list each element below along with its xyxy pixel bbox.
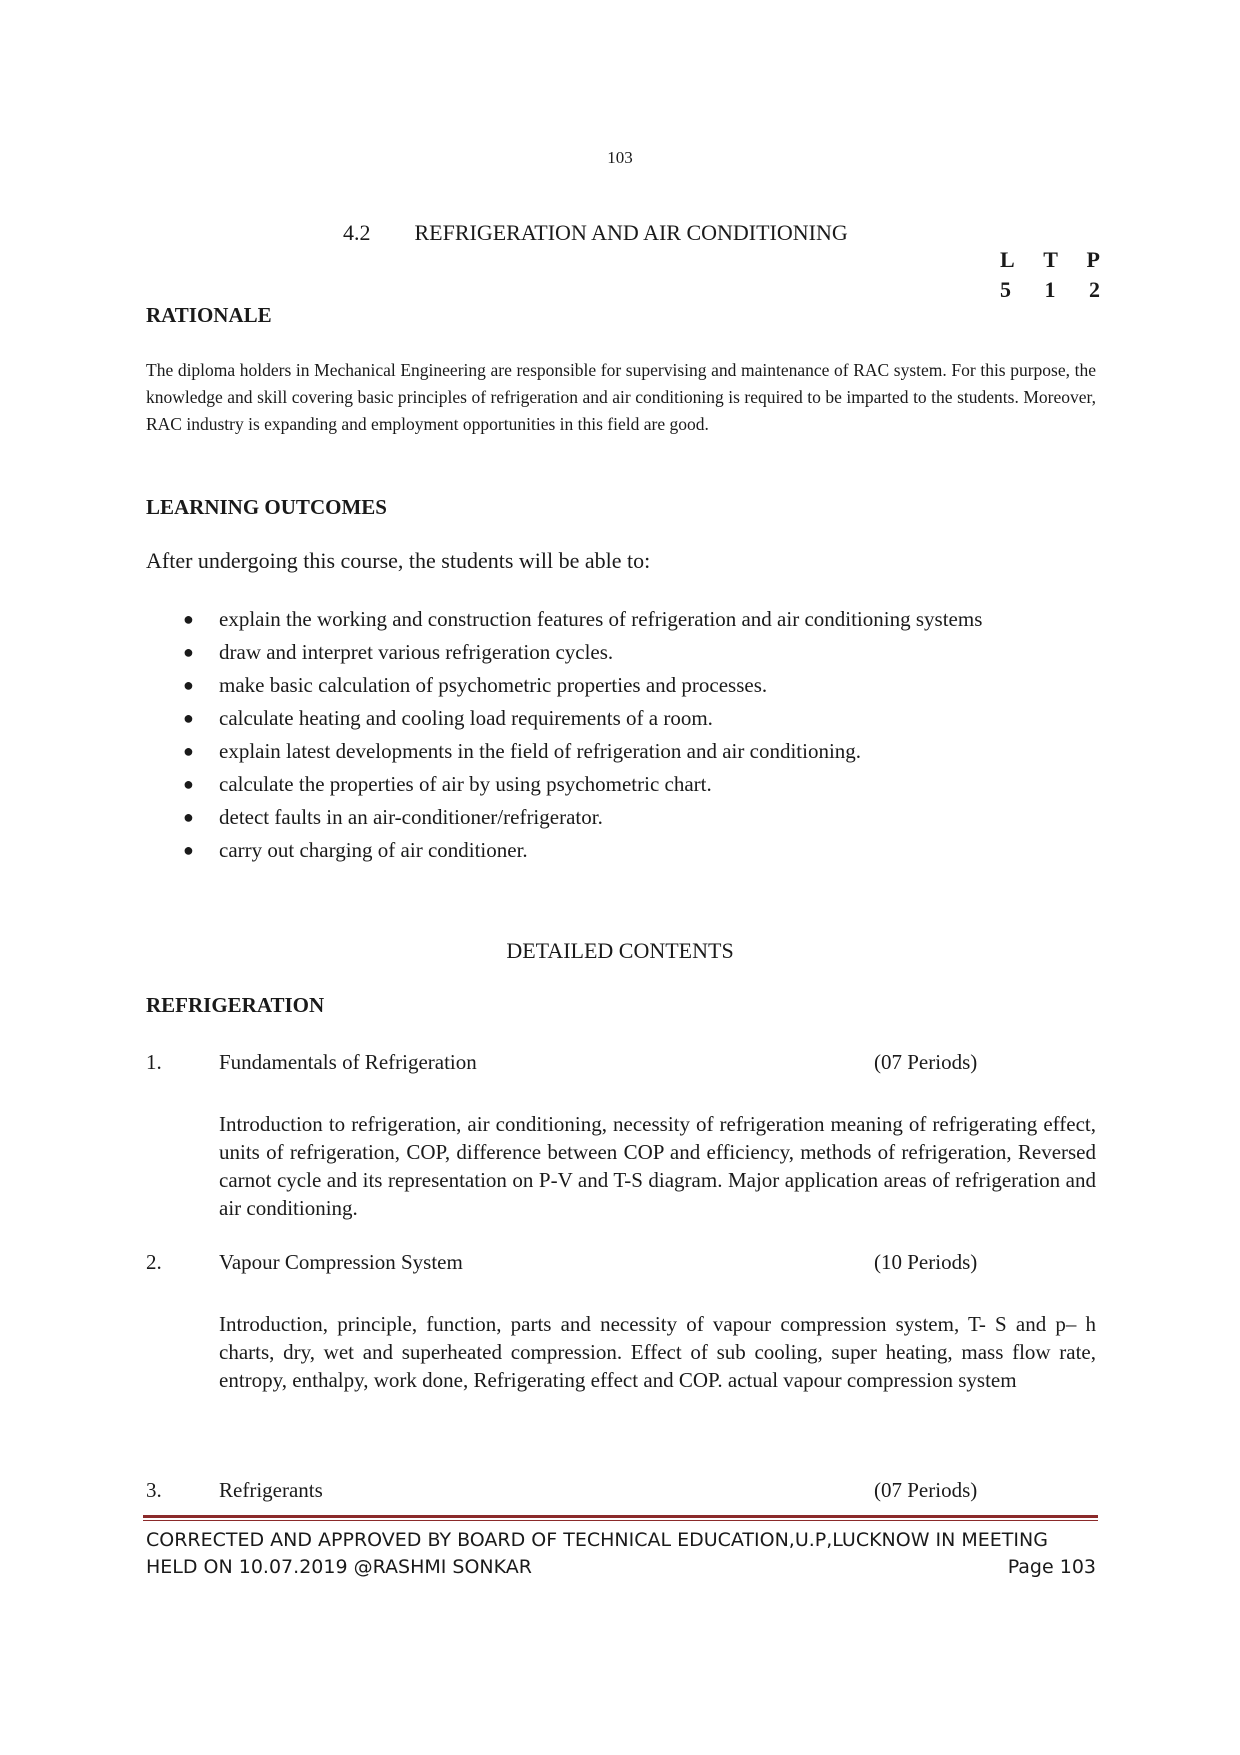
ltp-header-p: P (1086, 247, 1100, 272)
list-item (146, 636, 1096, 668)
unit-1-periods: (07 Periods) (874, 1050, 978, 1074)
ltp-header-row (1000, 247, 1100, 277)
list-item (146, 603, 1096, 635)
bullet-icon: ● (183, 675, 194, 695)
unit-2-title: Vapour Compression System (219, 1250, 463, 1274)
bullet-icon: ● (183, 741, 194, 761)
learning-outcomes-intro: After undergoing this course, the students will be able to: (146, 548, 651, 573)
outcome-text: make basic calculation of psychometric properties and processes. (219, 673, 768, 697)
footer-rule-thick (143, 1515, 1098, 1518)
list-item (146, 834, 1096, 866)
unit-2-body: Introduction, principle, function, parts and necessity of vapour compression system, T- S and p– h charts, dry, wet and superheated compression. Effect of sub cooling, super heating, mass flow rate, entropy, enthalpy, work done, Refrigerating effect and COP. actual vapour compression system (219, 1312, 1096, 1392)
ltp-value-row (1000, 277, 1100, 307)
learning-outcomes-heading: LEARNING OUTCOMES (146, 495, 387, 519)
footer-line-2: HELD ON 10.07.2019 @RASHMI SONKAR (146, 1556, 532, 1578)
bullet-icon: ● (183, 642, 194, 662)
footer-page-number: Page 103 (1007, 1556, 1096, 1578)
unit-1-body: Introduction to refrigeration, air conditioning, necessity of refrigeration meaning of refrigerating effect, units of refrigeration, COP, difference between COP and efficiency, methods of refrigeration, Reversed carnot cycle and its representation on P-V and T-S diagram. Major application areas of refrigeration and air conditioning. (219, 1112, 1096, 1220)
unit-3-periods: (07 Periods) (874, 1478, 978, 1502)
bullet-icon: ● (183, 708, 194, 728)
outcome-text: calculate heating and cooling load requirements of a room. (219, 706, 713, 730)
page-number-top: 103 (607, 148, 633, 167)
list-item (146, 801, 1096, 833)
footer-line-1: CORRECTED AND APPROVED BY BOARD OF TECHNICAL EDUCATION,U.P,LUCKNOW IN MEETING (146, 1529, 1048, 1551)
outcome-text: explain latest developments in the field of refrigeration and air conditioning. (219, 739, 862, 763)
title-number: 4.2 (343, 220, 371, 245)
list-item (146, 669, 1096, 701)
unit-1-number: 1. (146, 1050, 162, 1074)
title-text: REFRIGERATION AND AIR CONDITIONING (414, 220, 848, 245)
list-item (146, 735, 1096, 767)
ltp-value-p: 2 (1089, 277, 1100, 302)
outcome-text: detect faults in an air-conditioner/refrigerator. (219, 805, 603, 829)
refrigeration-heading: REFRIGERATION (146, 993, 325, 1017)
rationale-text: The diploma holders in Mechanical Engineering are responsible for supervising and maintenance of RAC system. For this purpose, the knowledge and skill covering basic principles of refrigeration and air conditioning is required to be imparted to the students. Moreover, RAC industry is expanding and employment opportunities in this field are good. (146, 360, 1096, 434)
bullet-icon: ● (183, 609, 194, 629)
detailed-contents-heading: DETAILED CONTENTS (506, 938, 734, 963)
page-footer (146, 1527, 1096, 1581)
unit-3-title: Refrigerants (219, 1478, 323, 1502)
bullet-icon: ● (183, 807, 194, 827)
unit-3-number: 3. (146, 1478, 162, 1502)
unit-1-title: Fundamentals of Refrigeration (219, 1050, 477, 1074)
list-item (146, 768, 1096, 800)
bullet-icon: ● (183, 774, 194, 794)
outcome-text: draw and interpret various refrigeration cycles. (219, 640, 614, 664)
unit-2-number: 2. (146, 1250, 162, 1274)
ltp-header-l: L (1000, 247, 1015, 272)
learning-outcomes-list (146, 603, 1096, 867)
ltp-value-l: 5 (1000, 277, 1011, 302)
rationale-heading: RATIONALE (146, 303, 272, 327)
outcome-text: carry out charging of air conditioner. (219, 838, 528, 862)
ltp-header-t: T (1043, 247, 1058, 272)
list-item (146, 702, 1096, 734)
footer-line-2-row (146, 1554, 1096, 1581)
outcome-text: explain the working and construction features of refrigeration and air conditioning systems (219, 607, 983, 631)
ltp-value-t: 1 (1044, 277, 1056, 302)
bullet-icon: ● (183, 840, 194, 860)
page-title (343, 220, 848, 246)
outcome-text: calculate the properties of air by using psychometric chart. (219, 772, 712, 796)
unit-2-periods: (10 Periods) (874, 1250, 978, 1274)
ltp-table (1000, 247, 1100, 307)
footer-rule-thin (143, 1520, 1098, 1521)
